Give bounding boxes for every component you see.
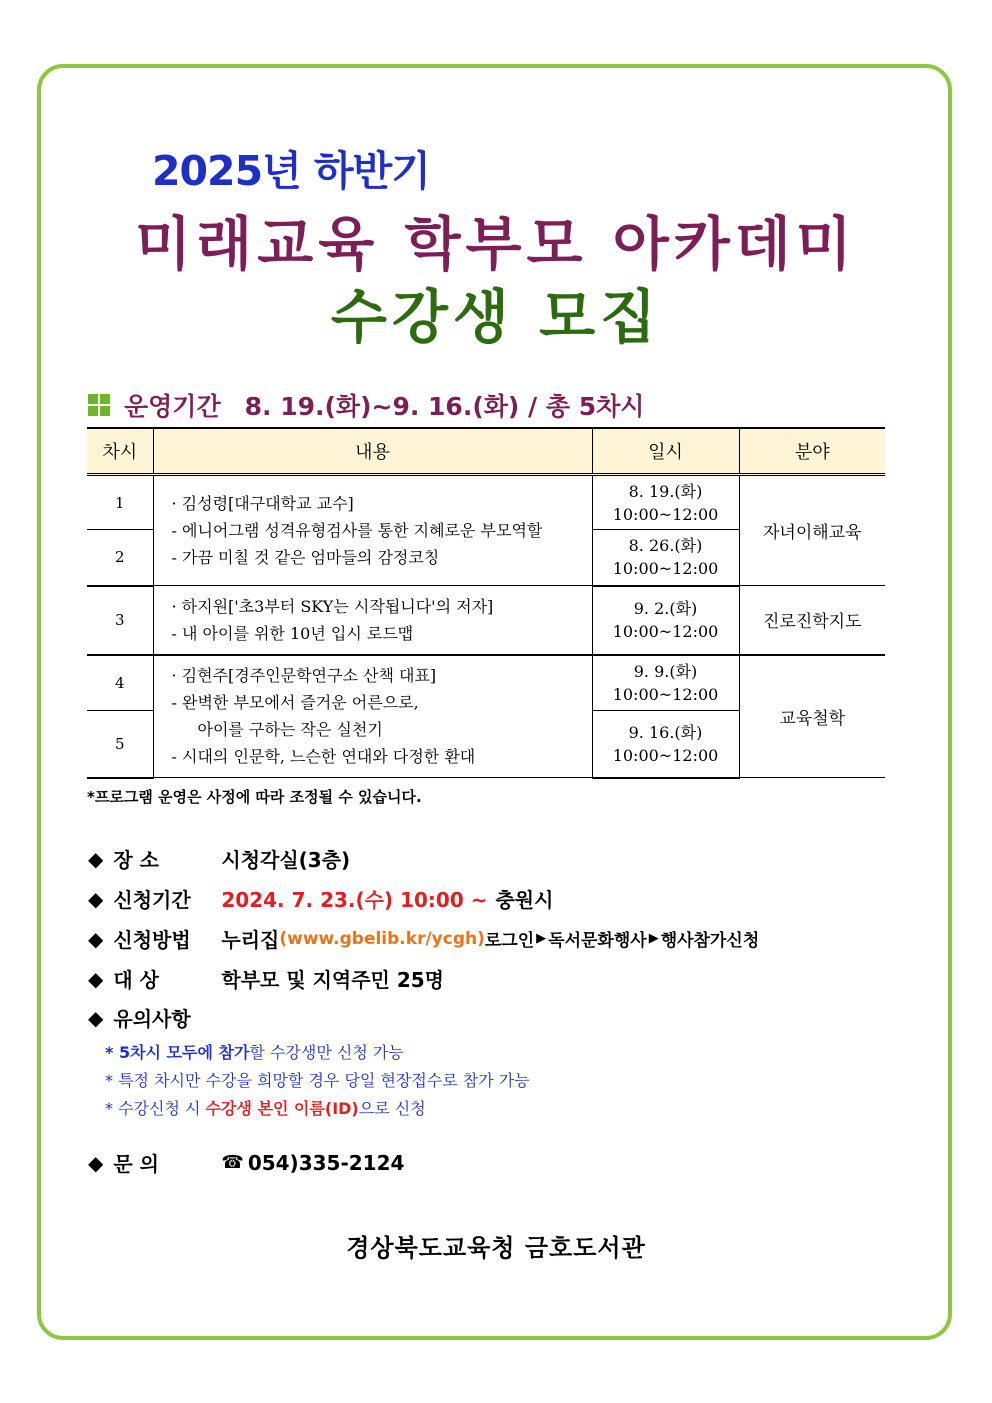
topic: - 내 아이를 위한 10년 입시 로드맵 <box>171 623 414 643</box>
session-date: 8. 26.(화) <box>628 536 703 556</box>
session-datetime <box>592 655 739 711</box>
header-field: 분야 <box>739 428 885 475</box>
session-number: 5 <box>87 711 153 778</box>
info-apply-period <box>88 884 553 913</box>
session-date: 9. 16.(화) <box>628 722 703 742</box>
info-label: 신청방법 <box>113 928 191 952</box>
diamond-icon: ◆ <box>88 846 104 871</box>
caution-text: * 수강신청 시 <box>105 1099 206 1118</box>
info-value: 2024. 7. 23.(수) 10:00 ~ <box>221 888 488 912</box>
session-datetime <box>592 475 739 530</box>
info-label: 장 소 <box>113 848 159 872</box>
caution-item <box>105 1039 530 1067</box>
info-label: 대 상 <box>113 968 159 992</box>
info-label: 유의사항 <box>113 1007 191 1031</box>
info-contact <box>88 1148 404 1177</box>
header-content: 내용 <box>153 428 592 475</box>
diamond-icon: ◆ <box>88 926 104 951</box>
session-date: 9. 2.(화) <box>633 599 698 618</box>
info-value-suffix: 충원시 <box>495 888 554 912</box>
method-url[interactable]: (www.gbelib.kr/ycgh) <box>279 928 485 949</box>
diamond-icon: ◆ <box>88 966 104 991</box>
caution-text: 으로 신청 <box>358 1099 426 1118</box>
session-content <box>153 475 592 586</box>
session-date: 9. 9.(화) <box>633 661 698 681</box>
method-step: 로그인 <box>484 931 535 951</box>
speaker: · 하지원['초3부터 SKY는 시작됩니다'의 저자] <box>171 596 494 616</box>
session-number: 1 <box>87 475 153 530</box>
session-time: 10:00~12:00 <box>612 684 719 704</box>
info-label: 문 의 <box>113 1152 159 1176</box>
info-label: 신청기간 <box>113 888 191 912</box>
session-field: 교육철학 <box>739 655 885 778</box>
topic: - 시대의 인문학, 느슨한 연대와 다정한 환대 <box>171 747 476 767</box>
session-content <box>153 586 592 655</box>
diamond-icon: ◆ <box>88 1150 104 1175</box>
caution-list <box>105 1039 530 1123</box>
arrow-right-icon: ▶ <box>648 931 659 946</box>
contact-phone: 054)335-2124 <box>247 1150 405 1175</box>
session-datetime <box>592 711 739 778</box>
session-time: 10:00~12:00 <box>612 559 719 579</box>
table-row <box>87 655 885 711</box>
speaker: · 김성령[대구대학교 교수] <box>171 494 354 513</box>
table-note: *프로그램 운영은 사정에 따라 조정될 수 있습니다. <box>87 788 422 806</box>
arrow-right-icon: ▶ <box>536 931 547 946</box>
info-target <box>88 964 444 993</box>
table-header-row <box>87 428 885 475</box>
topic: - 완벽한 부모에서 즐거운 어른으로, <box>171 693 419 713</box>
topic: - 가끔 미칠 것 같은 엄마들의 감정코칭 <box>171 548 440 567</box>
squares-icon <box>88 394 110 416</box>
method-site: 누리집 <box>221 928 280 952</box>
period-label: 운영기간 <box>124 392 221 421</box>
schedule-table <box>87 427 885 779</box>
diamond-icon: ◆ <box>88 1005 104 1030</box>
year-label: 2025년 하반기 <box>152 147 430 195</box>
topic: - 에니어그램 성격유형검사를 통한 지혜로운 부모역할 <box>171 521 543 540</box>
speaker: · 김현주[경주인문학연구소 산책 대표] <box>171 666 437 686</box>
session-number: 4 <box>87 655 153 711</box>
session-field: 자녀이해교육 <box>739 475 885 586</box>
session-number: 2 <box>87 530 153 586</box>
organization-name: 경상북도교육청 금호도서관 <box>346 1234 646 1262</box>
session-datetime <box>592 530 739 586</box>
session-time: 10:00~12:00 <box>612 504 719 524</box>
caution-emphasis: * 5차시 모두에 참가 <box>105 1043 250 1062</box>
header-session: 차시 <box>87 428 153 475</box>
info-cautions <box>88 1003 191 1032</box>
method-step: 독서문화행사 <box>548 931 647 951</box>
method-step: 행사참가신청 <box>660 931 760 951</box>
session-datetime <box>592 586 739 655</box>
caution-item <box>105 1095 530 1123</box>
session-number: 3 <box>87 586 153 655</box>
session-time: 10:00~12:00 <box>612 745 719 765</box>
session-content <box>153 655 592 778</box>
info-place <box>88 844 350 873</box>
topic: 아이를 구하는 작은 실천기 <box>197 720 383 740</box>
session-field: 진로진학지도 <box>739 586 885 655</box>
page-title: 미래교육 학부모 아카데미 <box>135 210 857 278</box>
header-datetime: 일시 <box>592 428 739 475</box>
info-value: 학부모 및 지역주민 25명 <box>221 968 444 992</box>
page-subtitle: 수강생 모집 <box>330 283 662 351</box>
caution-emphasis: 수강생 본인 이름(ID) <box>205 1099 359 1118</box>
info-method <box>88 924 759 953</box>
operation-period <box>88 387 644 423</box>
table-row <box>87 586 885 655</box>
session-date: 8. 19.(화) <box>628 481 703 501</box>
table-row <box>87 475 885 530</box>
caution-text: 할 수강생만 신청 가능 <box>249 1043 404 1062</box>
period-value: 8. 19.(화)~9. 16.(화) / 총 5차시 <box>244 392 645 421</box>
info-value: 시청각실(3층) <box>221 848 351 872</box>
diamond-icon: ◆ <box>88 886 104 911</box>
phone-icon: ☎ <box>221 1152 244 1173</box>
session-time: 10:00~12:00 <box>612 622 719 641</box>
caution-item: * 특정 차시만 수강을 희망할 경우 당일 현장접수로 참가 가능 <box>105 1071 530 1090</box>
